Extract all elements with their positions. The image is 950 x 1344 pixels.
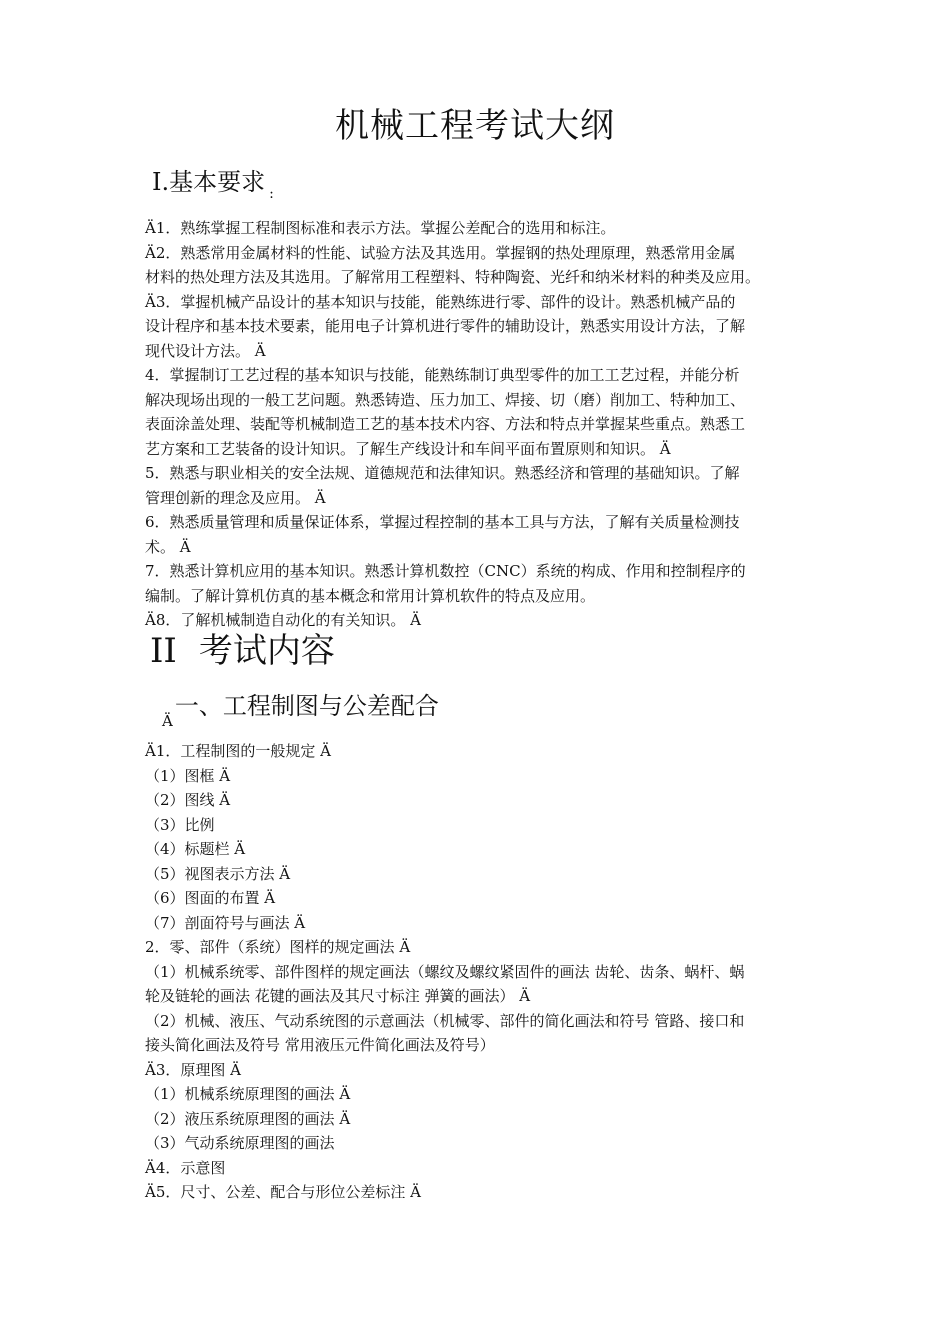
exam-content-body — [145, 739, 813, 1205]
body-line: 现代设计方法。 Ä — [145, 341, 266, 360]
body-line: 解决现场出现的一般工艺问题。熟悉铸造、压力加工、焊接、切（磨）削加工、特种加工、 — [145, 390, 746, 409]
section-heading-exam-content — [150, 628, 335, 674]
body-line: Ä1．熟练掌握工程制图标准和表示方法。掌握公差配合的选用和标注。 — [145, 219, 616, 237]
section-heading-basic-requirements — [152, 164, 274, 212]
body-line: Ä4．示意图 — [145, 1158, 226, 1177]
body-line: 接头简化画法及符号 常用液压元件简化画法及符号） — [145, 1036, 495, 1054]
section-roman-numeral: II — [150, 631, 177, 671]
body-line: （2）机械、液压、气动系统图的示意画法（机械零、部件的简化画法和符号 管路、接口和 — [145, 1011, 745, 1030]
body-line: 7．熟悉计算机应用的基本知识。熟悉计算机数控（CNC）系统的构成、作用和控制程序的 — [145, 562, 746, 580]
body-line: （7）剖面符号与画法 Ä — [145, 913, 306, 932]
body-line: （5）视图表示方法 Ä — [145, 864, 291, 883]
body-line: 表面涂盖处理、装配等机械制造工艺的基本技术内容、方法和特点并掌握某些重点。熟悉工 — [145, 415, 746, 433]
body-line: Ä5．尺寸、公差、配合与形位公差标注 Ä — [145, 1183, 421, 1201]
body-line: （1）机械系统原理图的画法 Ä — [145, 1085, 351, 1103]
body-line: 6．熟悉质量管理和质量保证体系，掌握过程控制的基本工具与方法，了解有关质量检测技 — [145, 513, 740, 531]
requirements-body — [145, 216, 813, 633]
body-line: （1）图框 Ä — [145, 766, 231, 785]
body-line: 编制。了解计算机仿真的基本概念和常用计算机软件的特点及应用。 — [145, 586, 596, 605]
section-heading-text: 考试内容 — [198, 631, 335, 671]
body-line: 术。 Ä — [145, 537, 191, 556]
body-line: （6）图面的布置 Ä — [145, 889, 276, 907]
body-line: （3）比例 — [145, 815, 215, 834]
body-line: 轮及链轮的画法 花键的画法及其尺寸标注 弹簧的画法） Ä — [145, 987, 531, 1005]
body-line: 管理创新的理念及应用。 Ä — [145, 488, 326, 507]
body-line: 5．熟悉与职业相关的安全法规、道德规范和法律知识。熟悉经济和管理的基础知识。了解 — [145, 464, 740, 482]
body-line: Ä2．熟悉常用金属材料的性能、试验方法及其选用。掌握钢的热处理原理，熟悉常用金属 — [145, 243, 736, 262]
body-line: Ä3．原理图 Ä — [145, 1060, 241, 1079]
subsection-heading-drawing — [162, 688, 439, 739]
body-line: 艺方案和工艺装备的设计知识。了解生产线设计和车间平面布置原则和知识。 Ä — [145, 439, 671, 458]
body-line: （2）图线 Ä — [145, 791, 231, 809]
body-line: 设计程序和基本技术要素，能用电子计算机进行零件的辅助设计，熟悉实用设计方法，了解 — [145, 317, 746, 335]
body-line: （2）液压系统原理图的画法 Ä — [145, 1109, 351, 1128]
body-line: （1）机械系统零、部件图样的规定画法（螺纹及螺纹紧固件的画法 齿轮、齿条、蜗杆、蜗 — [145, 962, 745, 981]
body-line: 材料的热处理方法及其选用。了解常用工程塑料、特种陶瓷、光纤和纳米材料的种类及应用。 — [145, 268, 761, 286]
document-title: 机械工程考试大纲 — [335, 106, 615, 146]
section-heading-colon: : — [269, 186, 274, 202]
body-line: Ä3．掌握机械产品设计的基本知识与技能，能熟练进行零、部件的设计。熟悉机械产品的 — [145, 292, 736, 311]
subsection-marker: Ä — [162, 712, 173, 730]
section-heading-text: I.基本要求 — [152, 168, 266, 196]
body-line: Ä8．了解机械制造自动化的有关知识。 Ä — [145, 611, 421, 629]
body-line: （4）标题栏 Ä — [145, 840, 246, 858]
body-line: （3）气动系统原理图的画法 — [145, 1134, 335, 1152]
body-line: 2．零、部件（系统）图样的规定画法 Ä — [145, 938, 411, 956]
subsection-heading-text: 一、工程制图与公差配合 — [174, 692, 439, 720]
body-line: 4．掌握制订工艺过程的基本知识与技能，能熟练制订典型零件的加工工艺过程，并能分析 — [145, 366, 740, 384]
body-line: Ä1．工程制图的一般规定 Ä — [145, 742, 331, 760]
